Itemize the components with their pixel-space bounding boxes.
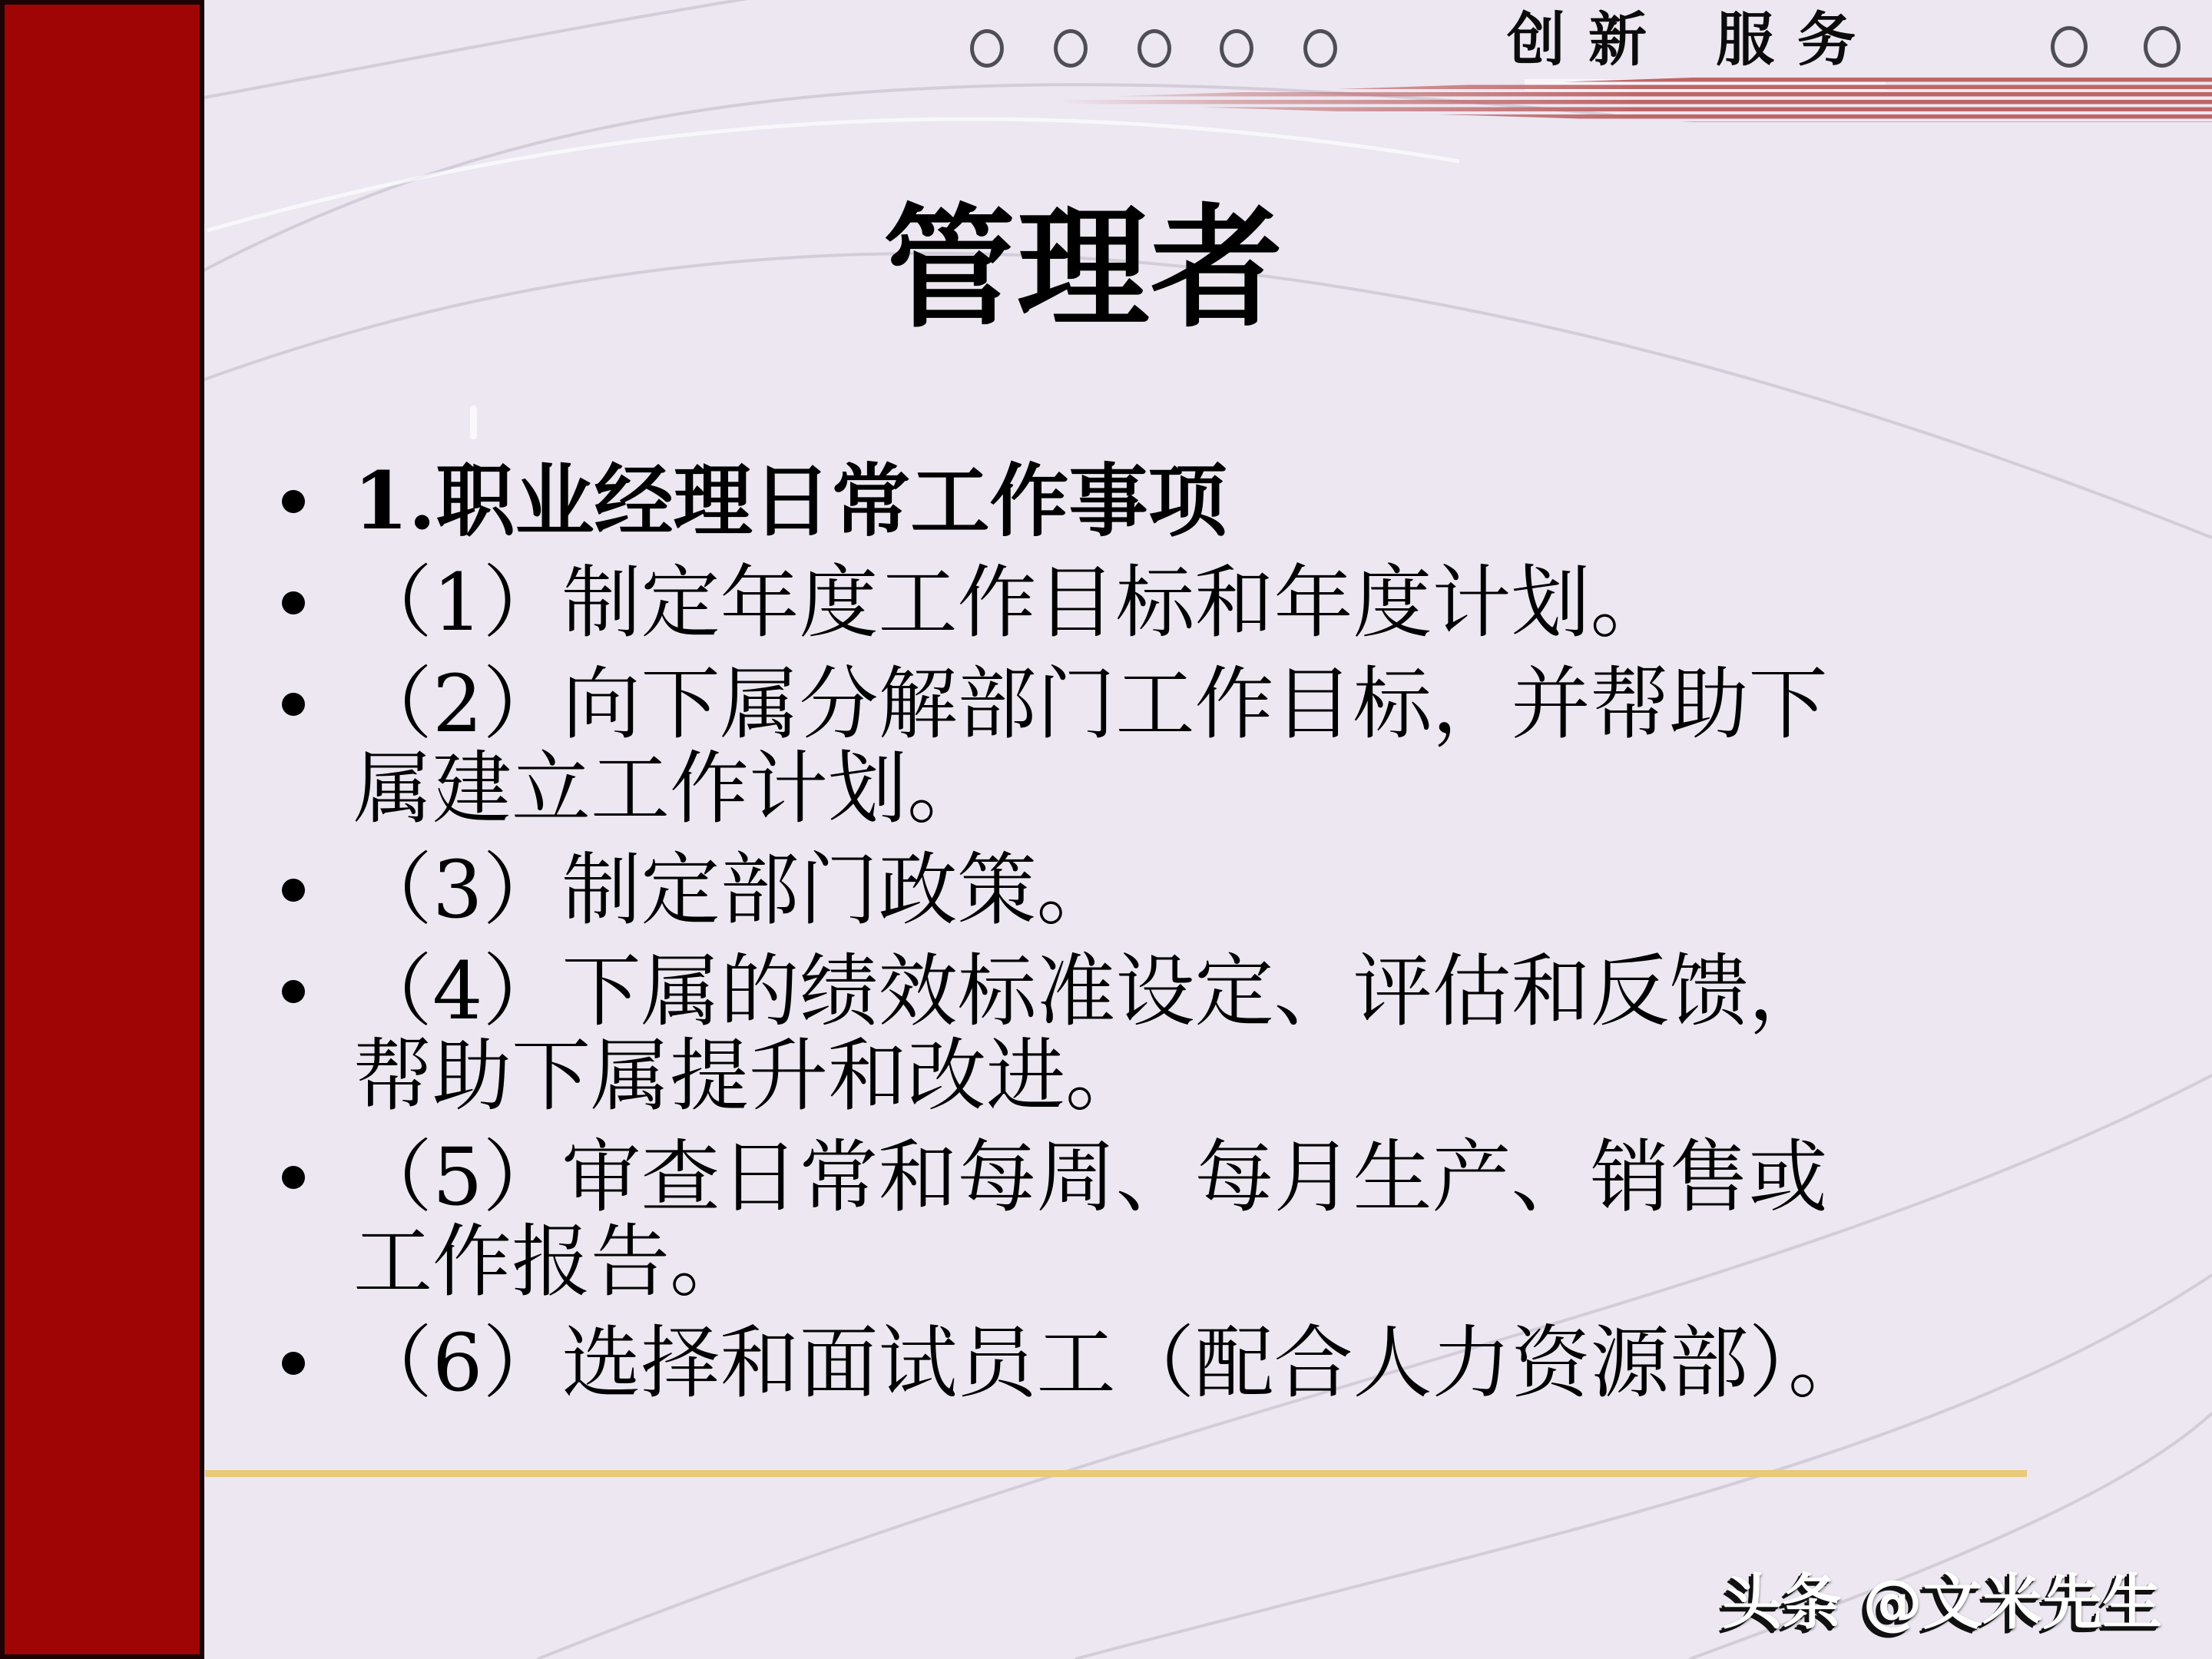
bullet-line: （6）选择和面试员工（配合人力资源部）。 [353, 1317, 1868, 1409]
circle-ornament-icon [1137, 29, 1171, 68]
slogan-word: 服务 [1716, 5, 1879, 74]
bullet-line: （4）下属的绩效标准设定、评估和反馈， [353, 945, 1828, 1038]
circle-ornament-icon [970, 29, 1004, 68]
red-sidebar-bar [0, 0, 204, 1659]
list-item [279, 844, 2030, 936]
slogan-word: 创新 [1507, 5, 1670, 74]
circle-ornament-icon [2144, 26, 2181, 68]
bullet-line: 帮助下属提升和改进。 [353, 1030, 1144, 1122]
red-stripe-band [1060, 78, 2212, 122]
bullet-line: （1）制定年度工作目标和年度计划。 [353, 557, 1670, 649]
bullet-line: 1.职业经理日常工作事项 [353, 455, 1227, 548]
list-item [279, 1131, 2030, 1308]
list-item [279, 1317, 2030, 1409]
bullet-line: （3）制定部门政策。 [353, 844, 1116, 936]
text-cursor-artifact [470, 406, 477, 439]
bullet-line: 工作报告。 [353, 1216, 749, 1308]
circle-ornament-icon [1303, 29, 1337, 68]
list-item [279, 455, 2030, 548]
gold-divider-line [205, 1470, 2027, 1477]
header-slogan [1507, 5, 1879, 74]
list-item [279, 945, 2030, 1122]
watermark: 头条 @文米先生 [1722, 1568, 2163, 1637]
bullet-line: （5）审查日常和每周、每月生产、销售或 [353, 1131, 1828, 1224]
list-item [279, 557, 2030, 649]
bullet-list [279, 455, 2030, 1422]
circle-ornament-icon [1220, 29, 1253, 68]
circle-ornament-icon [2051, 26, 2088, 68]
circle-ornament-icon [1054, 29, 1088, 68]
page-title: 管理者 [883, 190, 1284, 346]
bullet-line: 属建立工作计划。 [353, 743, 986, 835]
bullet-line: （2）向下属分解部门工作目标，并帮助下 [353, 658, 1828, 750]
list-item [279, 658, 2030, 835]
